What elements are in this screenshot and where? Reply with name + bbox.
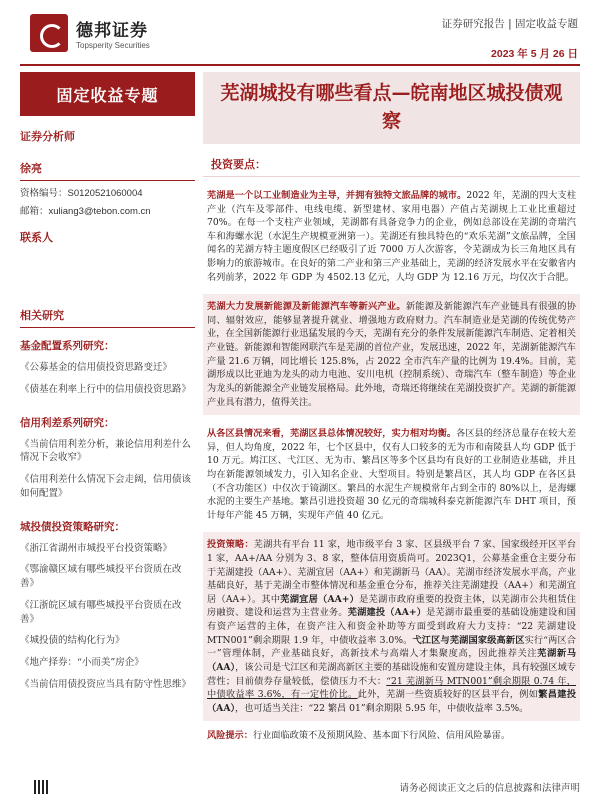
related-report-link[interactable]: 《信用利差什么情况下会走阔，信用债该如何配置》 xyxy=(20,474,192,499)
company-logo xyxy=(30,14,150,52)
issuer-name: 芜湖新马（AA） xyxy=(207,648,577,673)
header-divider xyxy=(20,64,580,66)
sidebar-divider xyxy=(20,180,195,181)
analyst-label: 证券分析师 xyxy=(20,130,75,143)
related-report-link[interactable]: 《债基在利率上行中的信用债投资思路》 xyxy=(20,383,192,395)
related-report-link[interactable]: 《江浙皖区域有哪些城投平台资质在改善》 xyxy=(20,599,182,625)
related-report-link[interactable]: 《城投债的结构化行为》 xyxy=(20,635,125,647)
tebon-logo-icon xyxy=(30,14,68,52)
paragraph-text: 是芜湖市最重要的基础设施建设和国有资产运营的主体，在资产注入和资金补助等方面受到政府大力支持：“22 芜湖建设 MTN001”剩余期限 1.9 年，中债收益率 3.0%。 xyxy=(207,607,576,646)
related-report-link[interactable]: 《鄂渝赣区域有哪些城投平台资质在改善》 xyxy=(20,564,182,590)
paragraph-text: ，也可适当关注：“22 繁昌 01”剩余期限 5.95 年，中债收益率 3.5%。 xyxy=(235,702,529,714)
related-report-link[interactable]: 《浙江省湖州市城投平台投资策略》 xyxy=(20,542,173,554)
title-band xyxy=(203,72,580,144)
analyst-cert: 资格编号：S0120521060004 xyxy=(20,188,143,199)
paragraph-text: ，该公司是弋江区和芜湖高新区主要的基础设施和安置房建设主体，具有较强区域专营性；目前债券存量较低，偿债压力不大： xyxy=(207,661,576,687)
urban-series-title: 城投债投资策略研究： xyxy=(20,520,125,533)
paragraph-text: 此外，芜湖一些资质较好的区县平台，例如 xyxy=(357,689,539,701)
paragraph-text: 是芜湖市政府重要的投资主体，以芜湖市公共租赁住房融资、建设和运营为主营业务。 xyxy=(207,593,576,619)
paragraph-text: 新能源及新能源汽车产业链具有很强的协同、辐射效应，能够显著提升就业、增强地方政府财力。汽车制造业是芜湖的传统优势产业，在全国新能源行业迅猛发展的今天，芜湖有充分的条件发展新能源汽车制造、定着相关产业链。新能源和智能网联汽车是芜湖的首位产业，发展迅速，2022 年，芜湖新能源汽车产量 21.6 万辆，同比增长 125.8%，占 2022 全市汽车产量的比例为 19.4%。目前，芜湖形成以比亚迪为龙头的动力电池、安川电机（控制系统）、奇瑞汽车（整车制造）等企业为龙头的新能源全产业链发展格局。此外地，奇瑞还将继续在芜湖投资扩产。芜湖的新能源产业具有潜力，值得关注。 xyxy=(207,301,576,408)
credit-series-title: 信用利差系列研究： xyxy=(20,416,115,429)
paragraph-text: 芜湖共有平台 11 家，地市级平台 3 家、区县级平台 7 家、国家级经开区平台 1 家，AA+/AA 分别为 3、8 家，整体信用资质尚可。2023Q1，公募基金重仓主要分布于芜湖建投（AA+）、芜湖宜居（AA+）和芜湖新马（AA）。芜湖市经济发展水平高，产业基础良好，基于芜湖全市整体情况和基金重仓分布，推荐关注芜湖建投（AA+）和芜湖宜居（AA+）。其中 xyxy=(207,539,577,605)
contact-label: 联系人 xyxy=(20,231,53,244)
paragraph-text: 2022 年，芜湖的四大支柱产业（汽车及零部件、电线电缆、新型建材、家用电器）产值占芜湖规上工业比重超过 70%。在每一个支柱产业领域，芜湖都有具备竞争力的企业，例如总部设在芜湖的奇瑞汽车和海螺水泥（水泥生产规模亚洲第一）。芜湖还有独具特色的“欢乐芜湖”文旅品牌，全国闻名的芜湖方特主题度假区已经吸引了近 7000 万人次游客，令芜湖成为长三角地区具有影响力的旅游城市。在良好的第二产业和第三产业基础上，芜湖的经济发展水平在安徽省内名列前茅，2022 年 GDP 为 4502.13 亿元，人均 GDP 为 12.16 万元，均仅次于合肥。 xyxy=(207,190,577,283)
risk-text: 行业面临政策不及预期风险、基本面下行风险、信用风险暴雷。 xyxy=(252,730,511,742)
report-title: 芜湖城投有哪些看点—皖南地区城投债观察 xyxy=(220,82,563,132)
category-banner: 固定收益专题 xyxy=(20,72,195,116)
logo-chinese-name: 德邦证券 xyxy=(76,21,148,41)
issuer-name: 繁昌建投（AA） xyxy=(207,689,577,714)
investment-highlights-heading: 投资要点： xyxy=(203,152,580,177)
report-date: 2023 年 5 月 26 日 xyxy=(491,48,578,60)
risk-lead: 风险提示： xyxy=(207,730,253,742)
paragraph-lead: 投资策略： xyxy=(207,539,254,551)
analyst-email[interactable]: 邮箱：xuliang3@tebon.com.cn xyxy=(20,206,151,217)
related-report-link[interactable]: 《当前信用债投资应当具有防守性思维》 xyxy=(20,678,192,690)
sidebar xyxy=(20,72,195,772)
paragraph-lead: 芜湖大力发展新能源及新能源汽车等新兴产业。 xyxy=(207,301,406,313)
qr-code-icon xyxy=(34,780,48,794)
paragraph-lead: 从各区县情况来看，芜湖区县总体情况较好，实力相对均衡。 xyxy=(207,428,457,440)
paragraph-lead: 芜湖是一个以工业制造业为主导，并拥有独特文旅品牌的城市。 xyxy=(207,190,467,201)
sidebar-divider xyxy=(20,327,195,328)
logo-english-name: Topsperity Securities xyxy=(76,41,150,50)
page-footer xyxy=(20,780,580,800)
related-research-label: 相关研究 xyxy=(20,309,64,322)
report-header xyxy=(0,0,600,70)
district-name: 弋江区与芜湖国家级高新区 xyxy=(412,634,525,646)
related-report-link[interactable]: 《地产择券：“小而美”房企》 xyxy=(20,657,144,669)
paragraph-industry xyxy=(203,189,580,284)
paragraph-text: 实行“两区合一”管理体制，产业基础良好，高新技术与高端人才集聚度高，因此推荐关注 xyxy=(207,634,576,660)
related-report-link[interactable]: 《公募基金的信用债投资思路变迁》 xyxy=(20,362,173,373)
fund-series-title: 基金配置系列研究： xyxy=(20,340,115,352)
risk-warning xyxy=(203,727,580,741)
paragraph-new-energy xyxy=(203,294,580,415)
paragraph-districts xyxy=(203,427,580,522)
related-report-link[interactable]: 《当前信用利差分析，兼论信用利差什么情况下会收窄》 xyxy=(20,438,192,464)
report-type: 证券研究报告 | 固定收益专题 xyxy=(441,18,578,30)
main-content xyxy=(203,72,580,741)
disclaimer-text: 请务必阅读正文之后的信息披露和法律声明 xyxy=(399,783,580,794)
issuer-name: 芜湖建投（AA+） xyxy=(347,607,427,619)
paragraph-text: 各区县的经济总量存在较大差异，但人均角度，2022 年，七个区县中，仅有人口较多的无为市和南陵县人均 GDP 低于 10 万元。鸠江区、弋江区、无为市、繁昌区等多个区县均有良好的工业制造业基础，并且均在新能源领域发力，引入知名企业、大型项目。特别是繁昌区，其人均 GDP 在各区县（不含功能区）中仅次于镜湖区。繁昌的水泥生产规模常年占到全市的 80%以上，是海螺水泥的主要生产基地。繁昌引进投资超 30 亿元的奇瑞城科泰克新能源汽车 DHT 项目，预计每年产能 45 万辆，实现年产值 40 亿元。 xyxy=(207,428,577,521)
bond-recommendation: “21 芜湖新马 MTN001”剩余期限 0.74 年，中债收益率 3.6%，有一定性价比。 xyxy=(207,675,576,701)
paragraph-strategy xyxy=(203,532,580,721)
issuer-name: 芜湖宜居（AA+） xyxy=(280,593,360,605)
analyst-name: 徐亮 xyxy=(20,162,42,175)
